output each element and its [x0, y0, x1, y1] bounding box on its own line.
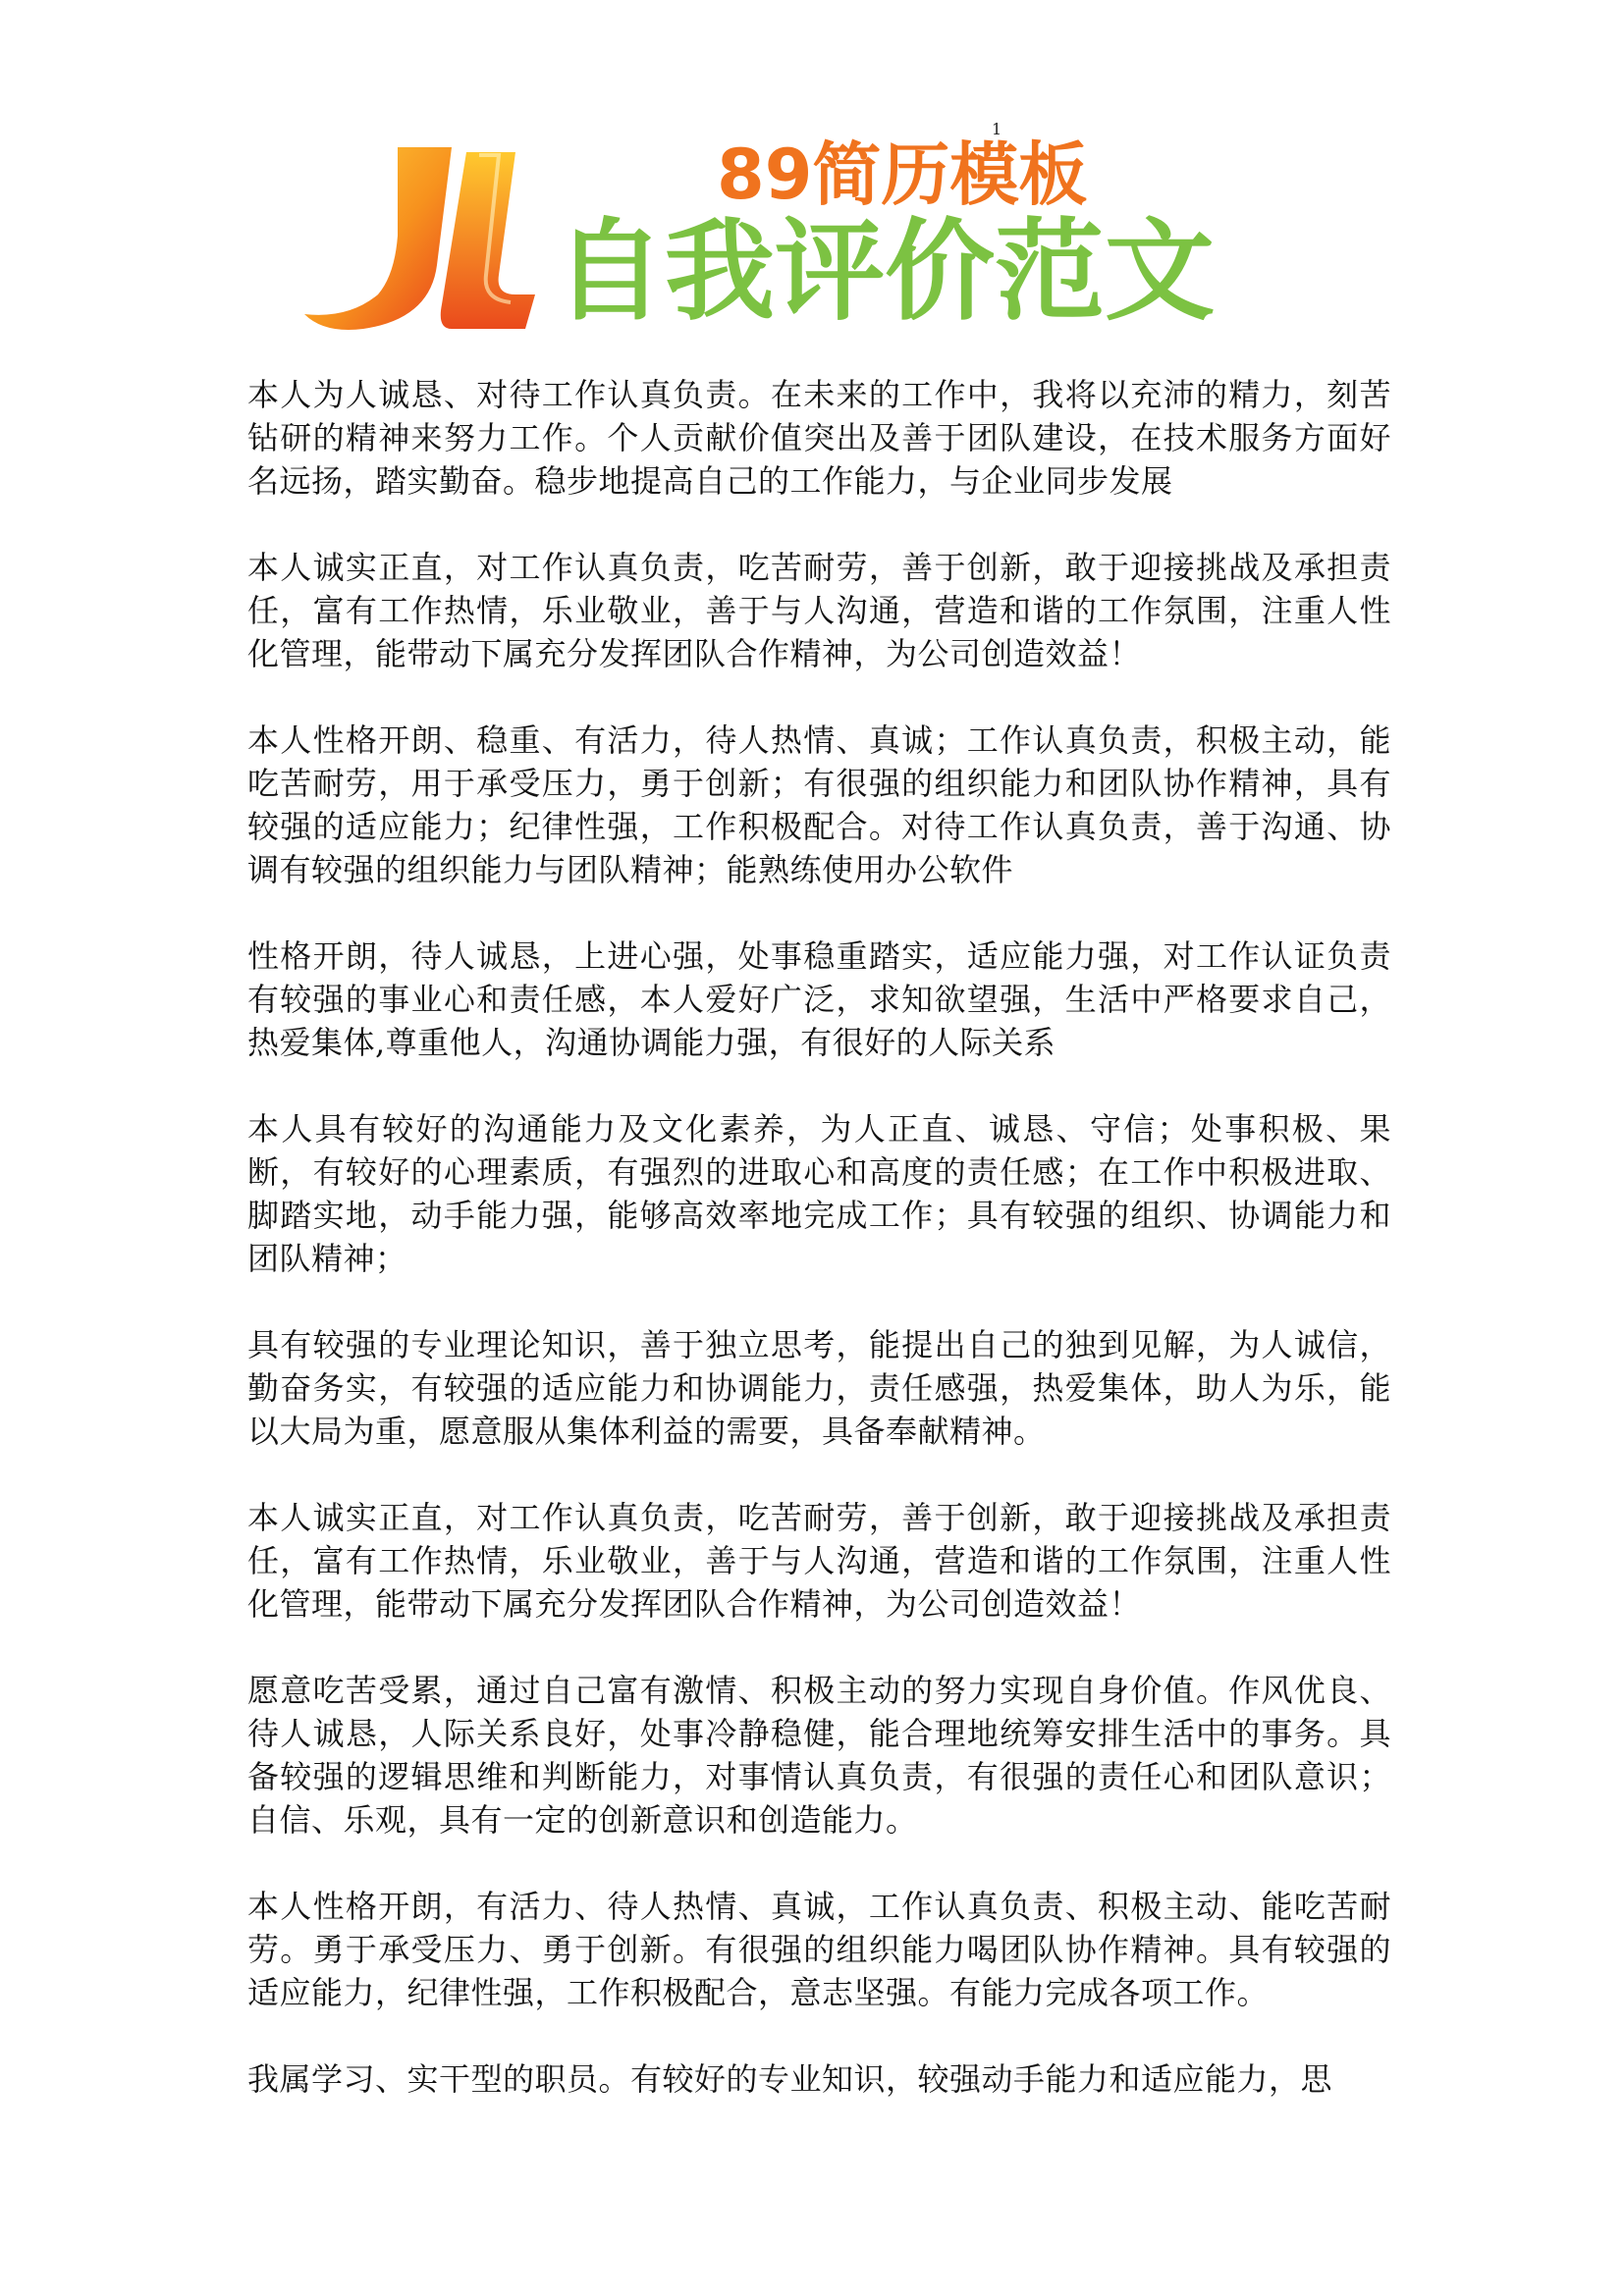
logo-graphic: [304, 128, 1296, 344]
brand-logo: [304, 128, 1296, 344]
paragraph: 愿意吃苦受累，通过自己富有激情、积极主动的努力实现自身价值。作风优良、待人诚恳，人际关系良好，处事冷静稳健，能合理地统筹安排生活中的事务。具备较强的逻辑思维和判断能力，对事情认真负责，有很强的责任心和团队意识；自信、乐观，具有一定的创新意识和创造能力。: [247, 1672, 1391, 1839]
page-number: 1: [992, 120, 1002, 138]
paragraph: 本人性格开朗，有活力、待人热情、真诚，工作认真负责、积极主动、能吃苦耐劳。勇于承受压力、勇于创新。有很强的组织能力喝团队协作精神。具有较强的适应能力，纪律性强，工作积极配合，意志坚强。有能力完成各项工作。: [247, 1888, 1391, 2011]
paragraph: 本人诚实正直，对工作认真负责，吃苦耐劳，善于创新，敢于迎接挑战及承担责任，富有工作热情，乐业敬业，善于与人沟通，营造和谐的工作氛围，注重人性化管理，能带动下属充分发挥团队合作精神，为公司创造效益！: [247, 549, 1391, 672]
logo-top-text: 89简历模板: [717, 134, 1088, 215]
paragraph: 本人诚实正直，对工作认真负责，吃苦耐劳，善于创新，敢于迎接挑战及承担责任，富有工作热情，乐业敬业，善于与人沟通，营造和谐的工作氛围，注重人性化管理，能带动下属充分发挥团队合作精神，为公司创造效益！: [247, 1499, 1391, 1623]
document-body: [247, 373, 1391, 2144]
paragraph: 我属学习、实干型的职员。有较好的专业知识，较强动手能力和适应能力，思: [247, 2060, 1333, 2098]
paragraph: 具有较强的专业理论知识，善于独立思考，能提出自己的独到见解，为人诚信，勤奋务实，有较强的适应能力和协调能力，责任感强，热爱集体，助人为乐，能以大局为重，愿意服从集体利益的需要，具备奉献精神。: [247, 1326, 1391, 1450]
paragraph: 本人性格开朗、稳重、有活力，待人热情、真诚；工作认真负责，积极主动，能吃苦耐劳，用于承受压力，勇于创新；有很强的组织能力和团队协作精神，具有较强的适应能力；纪律性强，工作积极配合。对待工作认真负责，善于沟通、协调有较强的组织能力与团队精神；能熟练使用办公软件: [247, 721, 1391, 888]
paragraph: 本人具有较好的沟通能力及文化素养，为人正直、诚恳、守信；处事积极、果断，有较好的心理素质，有强烈的进取心和高度的责任感；在工作中积极进取、脚踏实地，动手能力强，能够高效率地完成工作；具有较强的组织、协调能力和团队精神；: [247, 1110, 1391, 1277]
paragraph: 本人为人诚恳、对待工作认真负责。在未来的工作中，我将以充沛的精力，刻苦钻研的精神来努力工作。个人贡献价值突出及善于团队建设，在技术服务方面好名远扬，踏实勤奋。稳步地提高自己的工作能力，与企业同步发展: [247, 376, 1391, 500]
jl-logo-mark-icon: [304, 147, 535, 330]
paragraph: 性格开朗，待人诚恳，上进心强，处事稳重踏实，适应能力强，对工作认证负责有较强的事业心和责任感，本人爱好广泛，求知欲望强，生活中严格要求自己，热爱集体,尊重他人，沟通协调能力强，有很好的人际关系: [247, 937, 1391, 1061]
logo-main-text: 自我评价范文: [555, 208, 1215, 336]
